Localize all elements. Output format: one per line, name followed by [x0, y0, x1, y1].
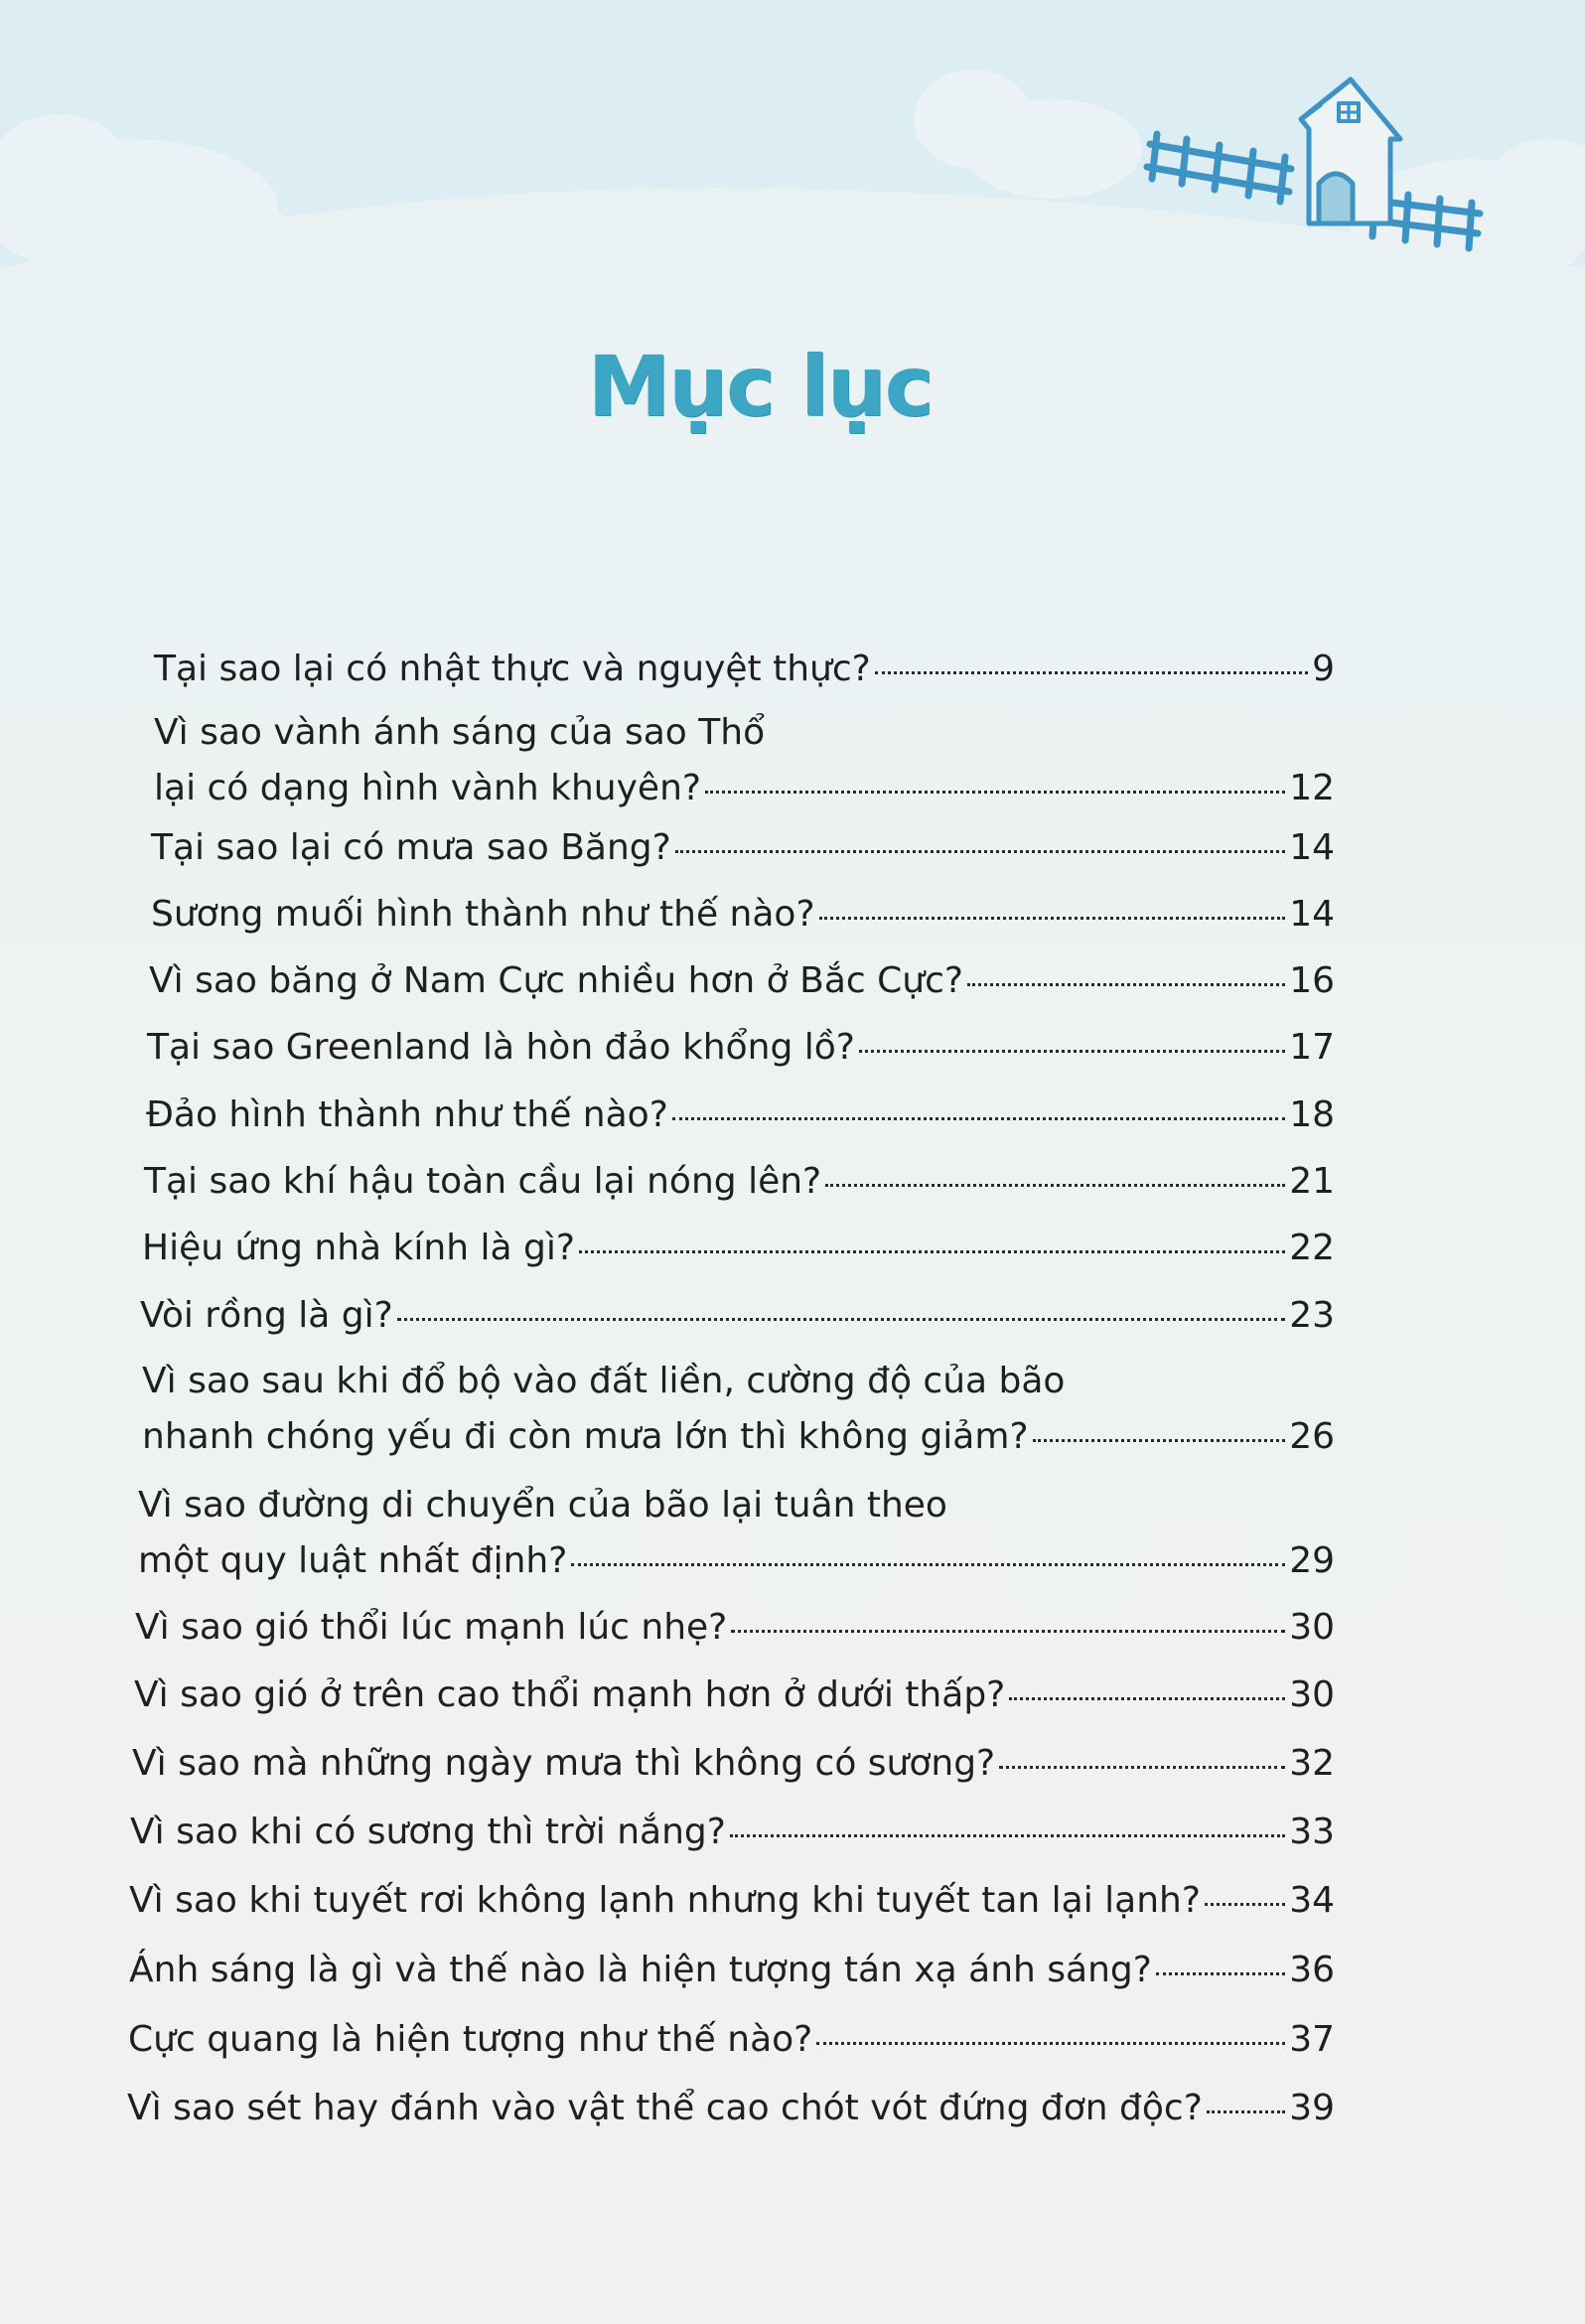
page-title: Mục lục	[587, 338, 933, 435]
dot-leader	[875, 671, 1308, 674]
toc-page-number: 14	[1289, 827, 1335, 868]
toc-entry	[151, 887, 1335, 943]
toc-page-number: 36	[1289, 1950, 1335, 1990]
dot-leader	[816, 2042, 1285, 2045]
dot-leader	[999, 1766, 1285, 1769]
toc-entry-title: Vì sao khi tuyết rơi không lạnh nhưng khi tuyết tan lại lạnh?	[129, 1880, 1201, 1921]
toc-entry-title: Tại sao Greenland là hòn đảo khổng lồ?	[147, 1027, 855, 1068]
toc-entry-title: lại có dạng hình vành khuyên?	[154, 768, 701, 808]
toc-entry-title: Vòi rồng là gì?	[140, 1295, 393, 1336]
dot-leader	[1033, 1439, 1286, 1442]
dot-leader	[672, 1117, 1285, 1120]
toc-entry-title: một quy luật nhất định?	[138, 1540, 568, 1581]
toc-entry-title: Tại sao khí hậu toàn cầu lại nóng lên?	[144, 1161, 822, 1202]
toc-entry	[134, 1668, 1335, 1723]
toc-page-number: 29	[1289, 1540, 1335, 1581]
dot-leader	[730, 1834, 1285, 1837]
toc-entry-title-line: Vì sao sau khi đổ bộ vào đất liền, cường độ của bão	[142, 1361, 1066, 1401]
toc-entry	[154, 642, 1335, 697]
toc-entry-row	[149, 953, 1335, 1009]
toc-page-number: 17	[1289, 1027, 1335, 1068]
toc-entry	[151, 820, 1335, 876]
dot-leader	[819, 917, 1286, 920]
toc-entry-row	[129, 1943, 1335, 1998]
dot-leader	[675, 850, 1285, 853]
toc-page-number: 26	[1289, 1416, 1335, 1457]
toc-entry-row	[129, 1873, 1335, 1929]
dot-leader	[705, 791, 1285, 794]
toc-entry-row	[147, 1020, 1335, 1076]
toc-page-number: 14	[1289, 894, 1335, 935]
toc-entry-title: Tại sao lại có nhật thực và nguyệt thực?	[154, 649, 871, 689]
toc-page-number: 9	[1312, 649, 1335, 689]
dot-leader	[579, 1250, 1285, 1253]
toc-page-number: 33	[1289, 1812, 1335, 1852]
toc-entry-row	[134, 1668, 1335, 1723]
toc-entry-row	[127, 2081, 1335, 2136]
toc-page-number: 22	[1289, 1228, 1335, 1268]
toc-entry-row	[154, 761, 1335, 816]
toc-entry	[142, 1354, 1335, 1465]
toc-page-number: 23	[1289, 1295, 1335, 1336]
toc-entry	[132, 1736, 1335, 1792]
toc-entry-title: Ánh sáng là gì và thế nào là hiện tượng tán xạ ánh sáng?	[129, 1950, 1152, 1990]
table-of-contents	[0, 626, 1585, 2264]
toc-entry-title: Vì sao gió thổi lúc mạnh lúc nhẹ?	[135, 1607, 728, 1648]
dot-leader	[1009, 1697, 1285, 1700]
toc-entry-title: Tại sao lại có mưa sao Băng?	[151, 827, 671, 868]
toc-page-number: 12	[1289, 768, 1335, 808]
dot-leader	[731, 1630, 1285, 1633]
toc-entry-row	[135, 1600, 1335, 1656]
toc-entry	[138, 1478, 1335, 1589]
dot-leader	[571, 1563, 1285, 1566]
toc-entry	[147, 1020, 1335, 1076]
dot-leader	[1205, 1903, 1285, 1906]
toc-entry-title: Vì sao băng ở Nam Cực nhiều hơn ở Bắc Cực?	[149, 960, 964, 1001]
toc-entry-title: Vì sao khi có sương thì trời nắng?	[130, 1812, 726, 1852]
toc-entry-title-line: Vì sao vành ánh sáng của sao Thổ	[154, 712, 766, 753]
dot-leader	[859, 1050, 1285, 1053]
dot-leader	[825, 1184, 1285, 1187]
dot-leader	[1207, 2110, 1285, 2113]
dot-leader	[1156, 1972, 1285, 1975]
toc-page-number: 39	[1289, 2088, 1335, 2128]
toc-entry-row	[142, 1409, 1335, 1465]
toc-page-number: 16	[1289, 960, 1335, 1001]
toc-entry	[128, 2012, 1335, 2068]
toc-page-number: 34	[1289, 1880, 1335, 1921]
toc-entry	[142, 1221, 1335, 1276]
toc-page-number: 37	[1289, 2019, 1335, 2060]
toc-entry	[129, 1943, 1335, 1998]
dot-leader	[397, 1318, 1285, 1321]
dot-leader	[967, 983, 1285, 986]
toc-page-number: 32	[1289, 1743, 1335, 1784]
toc-entry	[149, 953, 1335, 1009]
toc-page-number: 30	[1289, 1674, 1335, 1715]
toc-entry-title: Đảo hình thành như thế nào?	[146, 1094, 668, 1135]
toc-entry-row	[144, 1154, 1335, 1210]
toc-entry	[127, 2081, 1335, 2136]
toc-entry	[130, 1805, 1335, 1860]
toc-entry	[129, 1873, 1335, 1929]
toc-entry-title-line: Vì sao đường di chuyển của bão lại tuân theo	[138, 1485, 947, 1525]
toc-entry	[154, 705, 1335, 816]
toc-entry-row	[151, 820, 1335, 876]
toc-entry-row	[142, 1221, 1335, 1276]
toc-entry-title: Vì sao mà những ngày mưa thì không có sương?	[132, 1743, 996, 1784]
toc-entry-title: Vì sao sét hay đánh vào vật thể cao chót vót đứng đơn độc?	[127, 2088, 1203, 2128]
toc-entry-row	[138, 1533, 1335, 1589]
toc-entry-row	[140, 1288, 1335, 1344]
toc-entry-title: Cực quang là hiện tượng như thế nào?	[128, 2019, 813, 2060]
toc-entry-title: Hiệu ứng nhà kính là gì?	[142, 1228, 575, 1268]
toc-entry	[144, 1154, 1335, 1210]
toc-entry-row	[154, 642, 1335, 697]
toc-page-number: 18	[1289, 1094, 1335, 1135]
toc-entry-title: nhanh chóng yếu đi còn mưa lớn thì không giảm?	[142, 1416, 1029, 1457]
toc-entry-row	[130, 1805, 1335, 1860]
toc-entry-title: Vì sao gió ở trên cao thổi mạnh hơn ở dưới thấp?	[134, 1674, 1006, 1715]
toc-entry-row	[128, 2012, 1335, 2068]
toc-page-number: 21	[1289, 1161, 1335, 1202]
toc-entry-row	[132, 1736, 1335, 1792]
toc-entry-title: Sương muối hình thành như thế nào?	[151, 894, 815, 935]
toc-entry	[140, 1288, 1335, 1344]
header-illustration	[0, 0, 1585, 328]
toc-page-number: 30	[1289, 1607, 1335, 1648]
toc-entry-row	[146, 1088, 1335, 1143]
toc-entry	[146, 1088, 1335, 1143]
toc-entry	[135, 1600, 1335, 1656]
toc-entry-row	[151, 887, 1335, 943]
